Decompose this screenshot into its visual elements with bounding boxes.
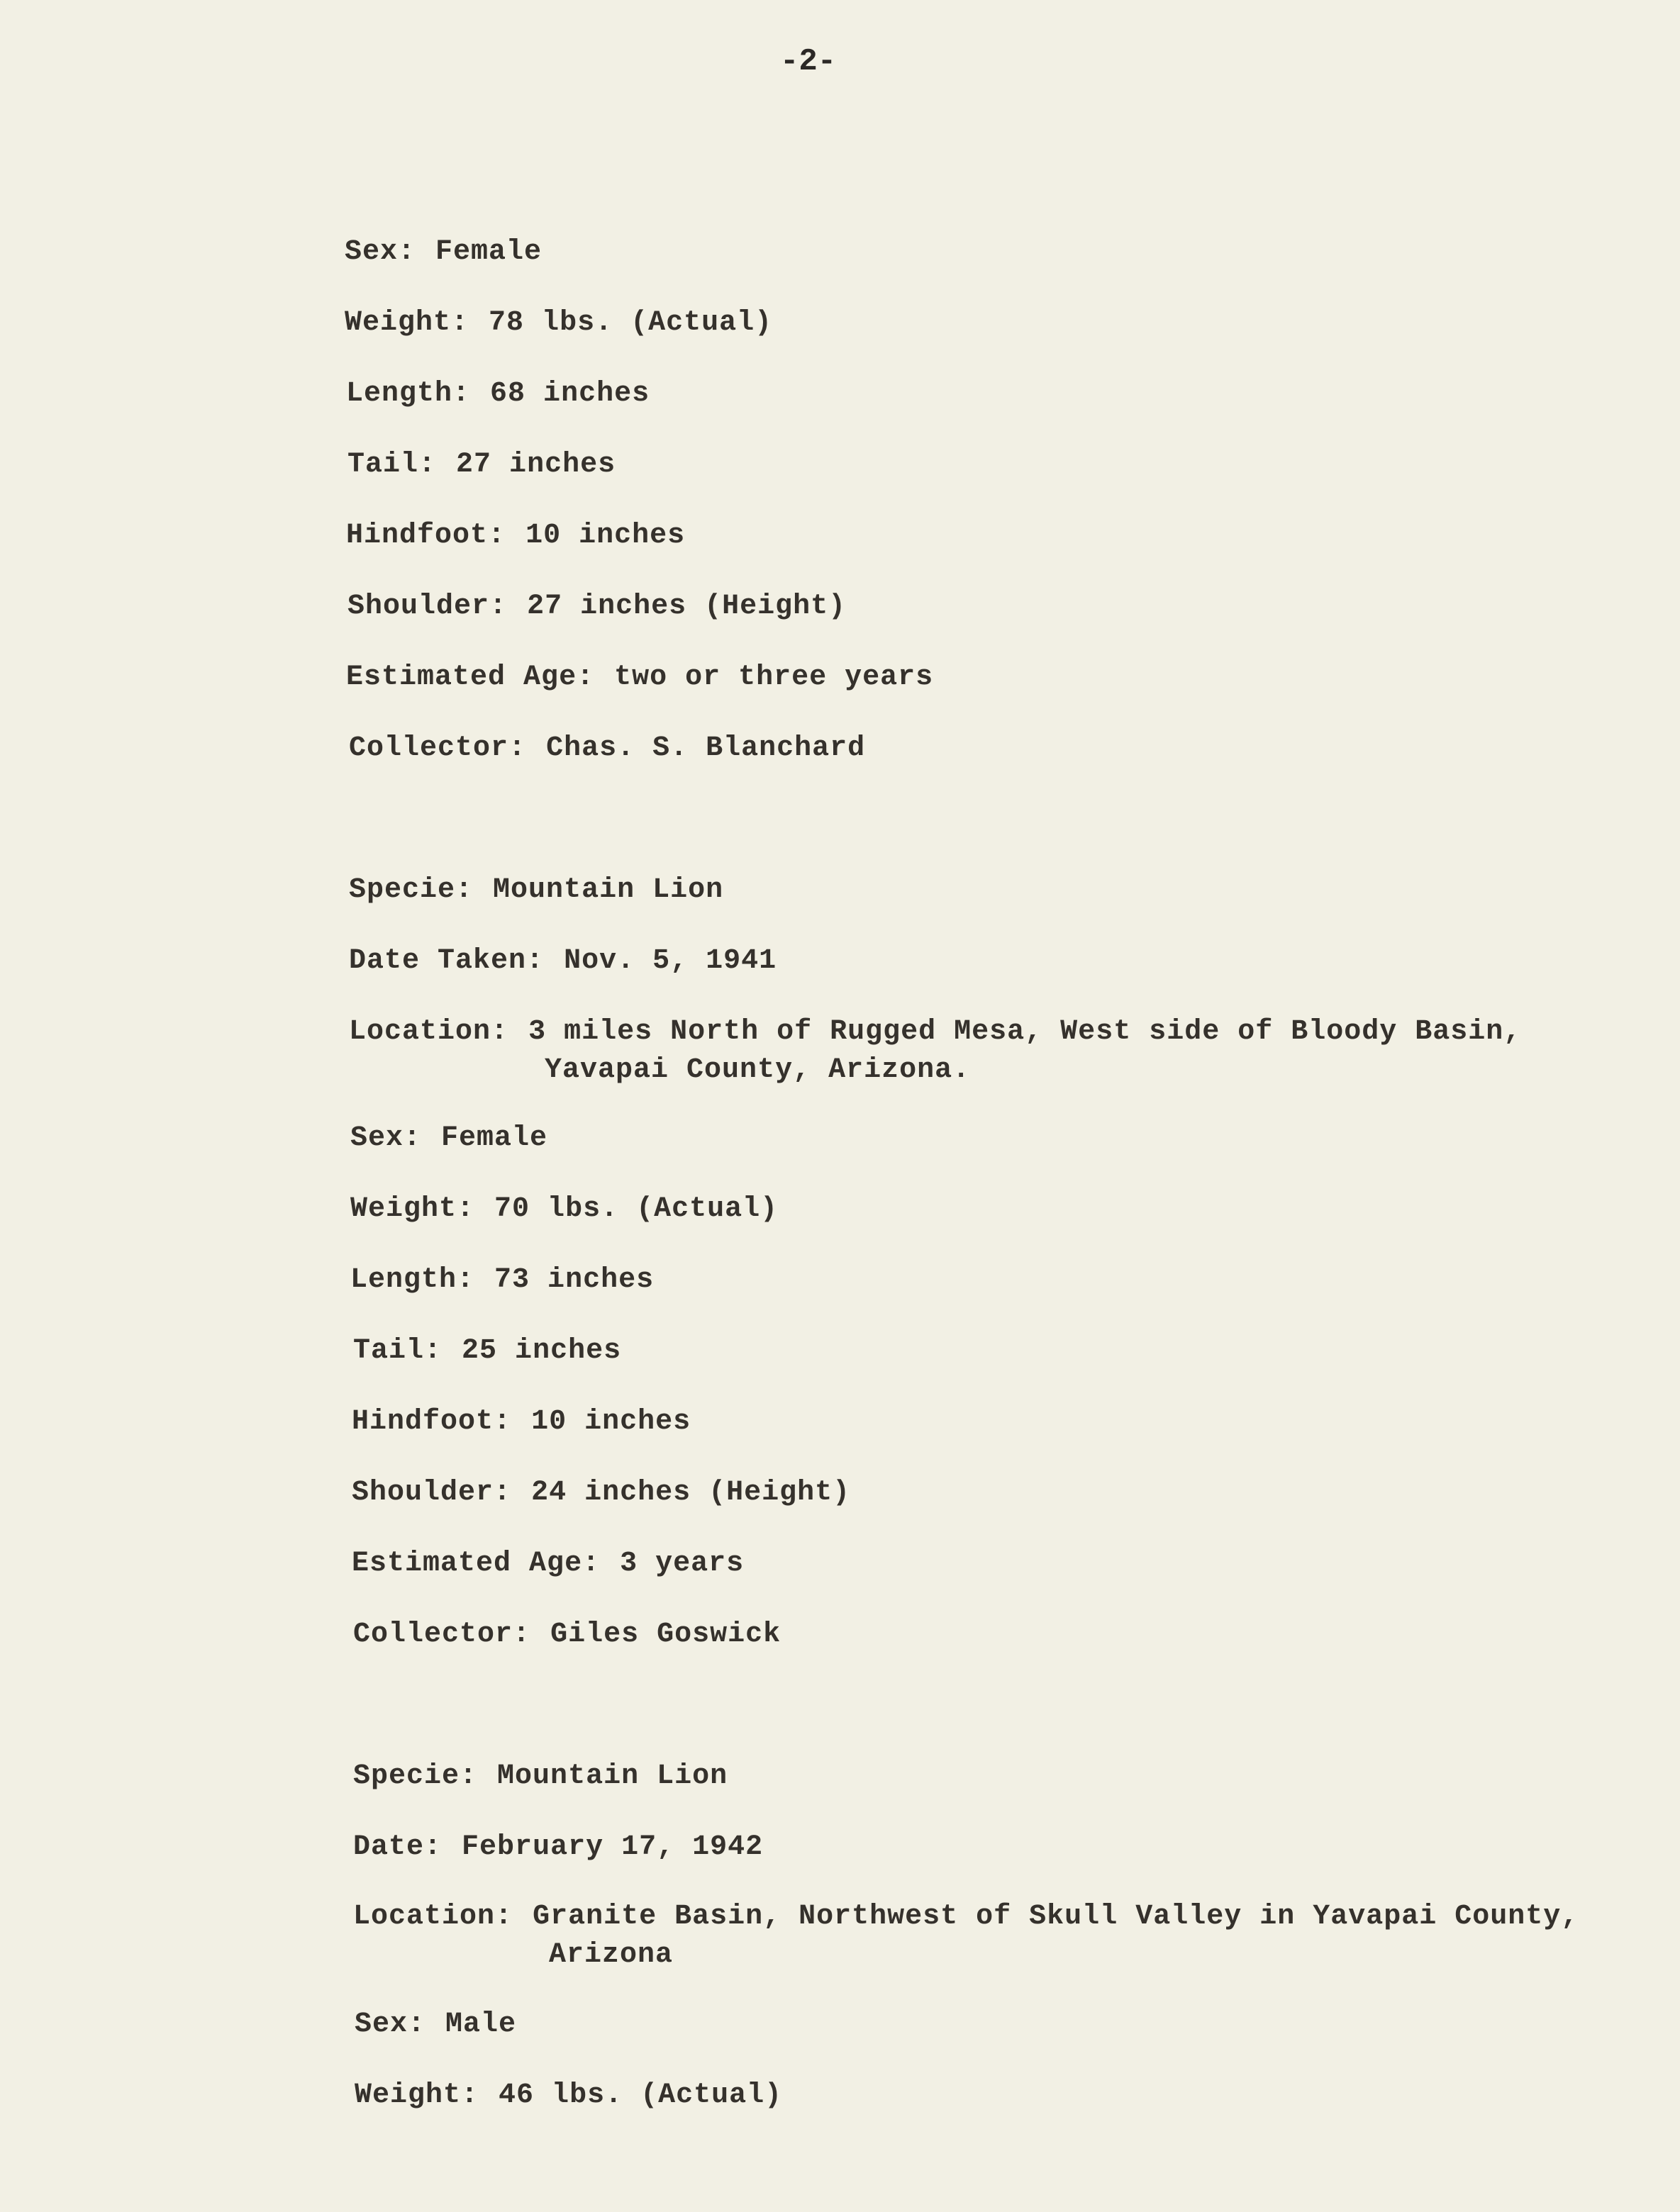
field-label: Weight: — [355, 2079, 479, 2111]
record3-location — [282, 1858, 1579, 1977]
field-label: Location: — [349, 1016, 509, 1048]
field-label: Sex: — [345, 236, 416, 268]
field-label: Shoulder: — [347, 591, 508, 622]
field-label: Location: — [353, 1901, 513, 1933]
field-value: Giles Goswick — [550, 1619, 781, 1650]
field-value: 10 inches — [525, 520, 686, 552]
field-value: Mountain Lion — [497, 1760, 728, 1792]
field-label: Sex: — [355, 2009, 426, 2040]
field-label: Collector: — [349, 732, 527, 764]
field-label: Estimated Age: — [352, 1548, 601, 1580]
field-value: 25 inches — [462, 1335, 622, 1367]
field-label: Estimated Age: — [346, 661, 595, 693]
field-value: 78 lbs. (Actual) — [489, 307, 773, 339]
field-label: Hindfoot: — [346, 520, 506, 552]
field-value: 27 inches — [456, 449, 616, 481]
field-label: Tail: — [353, 1335, 443, 1367]
field-label: Specie: — [349, 874, 474, 906]
field-value: Granite Basin, Northwest of Skull Valley in Yavapai County, — [533, 1901, 1579, 1933]
field-label: Date Taken: — [349, 945, 545, 977]
record3-weight — [284, 2036, 782, 2155]
field-value: two or three years — [614, 661, 934, 693]
record2-collector — [282, 1575, 781, 1694]
field-value: Female — [441, 1122, 548, 1154]
field-value: 10 inches — [531, 1406, 691, 1438]
field-value: Yavapai County, Arizona. — [545, 1054, 971, 1086]
page-number: -2- — [780, 44, 837, 79]
record1-collector — [278, 689, 865, 808]
field-label: Tail: — [347, 449, 437, 481]
field-value: 46 lbs. (Actual) — [499, 2079, 783, 2111]
field-value: 3 miles North of Rugged Mesa, West side of Bloody Basin, — [528, 1016, 1522, 1048]
field-value: Mountain Lion — [493, 874, 724, 906]
field-value: 3 years — [620, 1548, 745, 1580]
field-value: Female — [435, 236, 543, 268]
field-value: 24 inches (Height) — [531, 1477, 851, 1509]
record2-location-continued — [474, 1011, 970, 1130]
field-value: 68 inches — [490, 378, 650, 410]
field-value: Male — [445, 2009, 517, 2040]
field-value: Arizona — [549, 1939, 674, 1971]
field-label: Sex: — [350, 1122, 422, 1154]
field-label: Specie: — [353, 1760, 478, 1792]
field-label: Length: — [346, 378, 471, 410]
field-value: 73 inches — [494, 1264, 655, 1296]
field-value: February 17, 1942 — [462, 1831, 764, 1863]
field-label: Collector: — [353, 1619, 531, 1650]
field-label: Length: — [350, 1264, 475, 1296]
field-value: Chas. S. Blanchard — [546, 732, 866, 764]
field-label: Shoulder: — [352, 1477, 512, 1509]
field-value: 70 lbs. (Actual) — [494, 1193, 779, 1225]
field-label: Weight: — [345, 307, 469, 339]
field-label: Weight: — [350, 1193, 475, 1225]
field-label: Hindfoot: — [352, 1406, 512, 1438]
field-value: Nov. 5, 1941 — [564, 945, 777, 977]
field-label: Date: — [353, 1831, 443, 1863]
field-value: 27 inches (Height) — [527, 591, 847, 622]
